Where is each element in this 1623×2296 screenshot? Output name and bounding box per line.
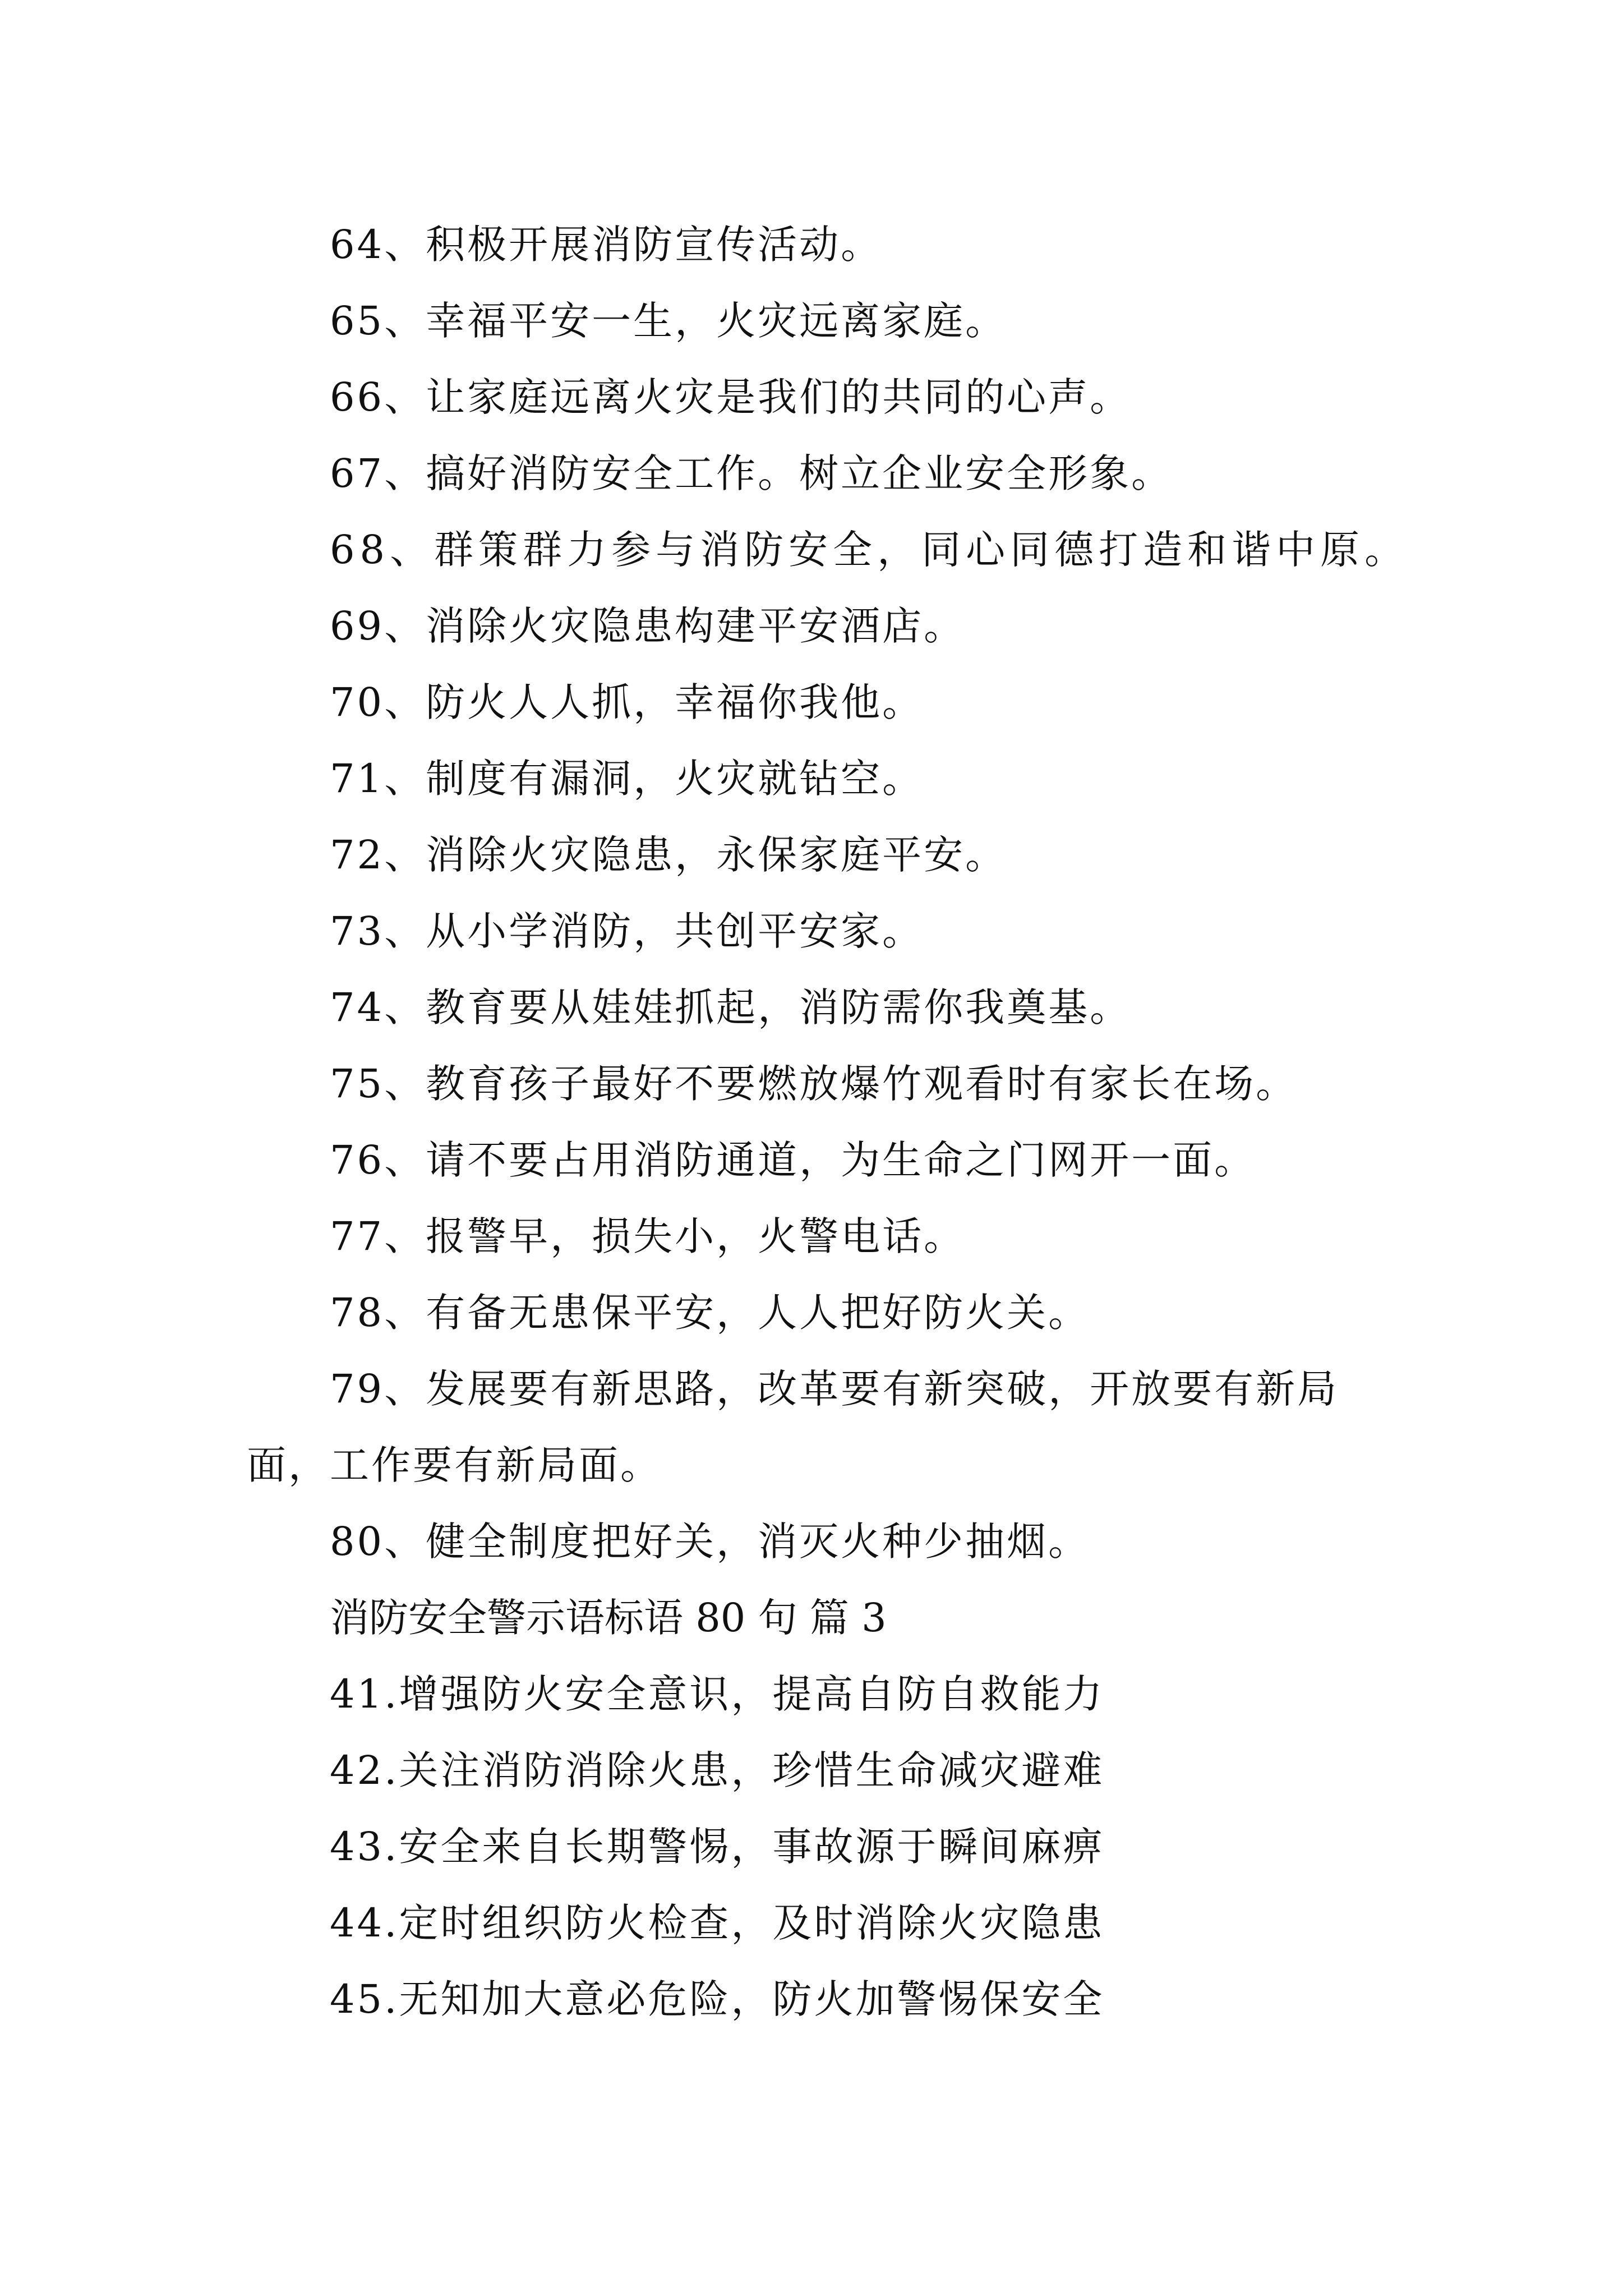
slogan-line-69: 69、消除火灾隐患构建平安酒店。 — [330, 603, 966, 649]
slogan-line-70: 70、防火人人抓，幸福你我他。 — [330, 679, 924, 725]
slogan-line-64: 64、积极开展消防宣传活动。 — [330, 222, 883, 268]
slogan-line-73: 73、从小学消防，共创平安家。 — [330, 908, 924, 954]
slogan-line-41: 41.增强防火安全意识，提高自防自救能力 — [330, 1671, 1105, 1717]
slogan-line-67: 67、搞好消防安全工作。树立企业安全形象。 — [330, 450, 1173, 496]
section-heading: 消防安全警示语标语 80 句 篇 3 — [330, 1595, 887, 1641]
slogan-line-77: 77、报警早，损失小，火警电话。 — [330, 1213, 966, 1259]
slogan-line-74: 74、教育要从娃娃抓起，消防需你我奠基。 — [330, 984, 1132, 1030]
slogan-line-78: 78、有备无患保平安，人人把好防火关。 — [330, 1290, 1090, 1336]
slogan-line-72: 72、消除火灾隐患，永保家庭平安。 — [330, 832, 1007, 878]
slogan-line-65: 65、幸福平安一生，火灾远离家庭。 — [330, 298, 1007, 344]
slogan-line-75: 75、教育孩子最好不要燃放爆竹观看时有家长在场。 — [330, 1061, 1298, 1107]
slogan-line-80: 80、健全制度把好关，消灭火种少抽烟。 — [330, 1519, 1090, 1565]
slogan-line-44: 44.定时组织防火检查，及时消除火灾隐患 — [330, 1900, 1105, 1946]
slogan-line-45: 45.无知加大意必危险，防火加警惕保安全 — [330, 1976, 1105, 2022]
slogan-line-79-continued: 面，工作要有新局面。 — [247, 1442, 662, 1488]
slogan-line-43: 43.安全来自长期警惕，事故源于瞬间麻痹 — [330, 1824, 1105, 1870]
slogan-line-76: 76、请不要占用消防通道，为生命之门网开一面。 — [330, 1137, 1256, 1183]
document-body — [247, 206, 1413, 2037]
slogan-line-71: 71、制度有漏洞，火灾就钻空。 — [330, 756, 924, 802]
slogan-line-66: 66、让家庭远离火灾是我们的共同的心声。 — [330, 374, 1132, 420]
slogan-line-68: 68、群策群力参与消防安全，同心同德打造和谐中原。 — [330, 527, 1409, 573]
slogan-line-79: 79、发展要有新思路，改革要有新突破，开放要有新局 — [330, 1366, 1339, 1412]
slogan-line-42: 42.关注消防消除火患，珍惜生命减灾避难 — [330, 1747, 1105, 1793]
